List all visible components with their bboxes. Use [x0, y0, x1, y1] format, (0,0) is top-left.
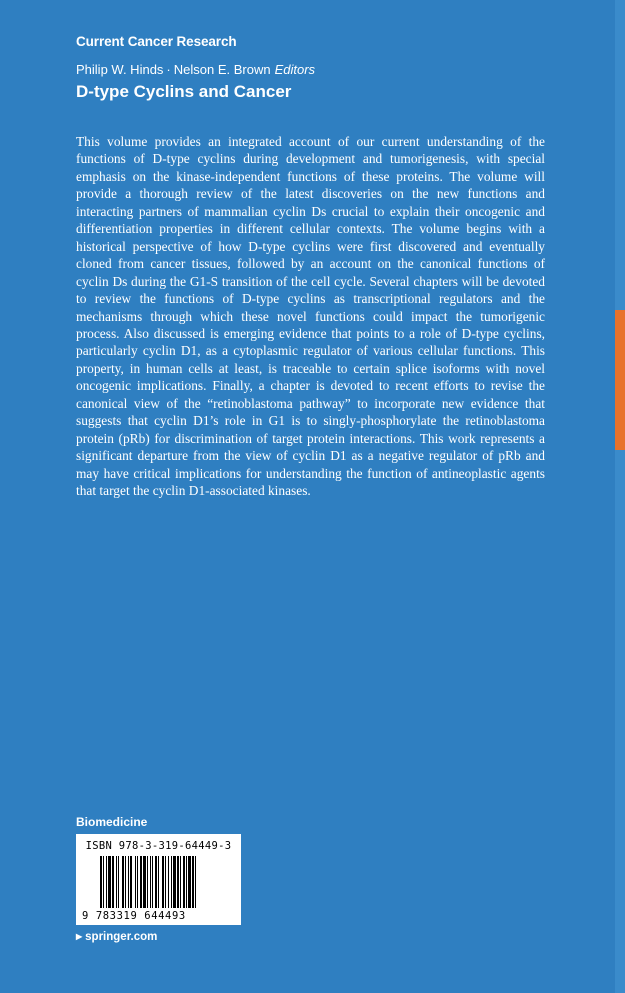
spine-strip: [615, 0, 625, 993]
editors-role: Editors: [274, 62, 316, 77]
isbn-label: ISBN 978-3-319-64449-3: [85, 840, 232, 852]
subject-category: Biomedicine: [76, 815, 148, 829]
spine-accent-bar: [615, 310, 625, 450]
description-blurb: This volume provides an integrated account of our current understanding of the functions of D-type cyclins during development and tumorigenesis, with special emphasis on the kinase-independent functions of these proteins. The volume will provide a thorough review of the latest discoveries on the new functions and interacting partners of mammalian cyclin Ds crucial to explain their oncogenic and differentiation properties in different cellular contexts. The volume begins with a historical perspective of how D-type cyclins were first discovered and eventually cloned from cancer tissues, followed by an account on the canonical functions of cyclin Ds during the G1-S transition of the cell cycle. Several chapters will be devoted to review the functions of D-type cyclins as transcriptional regulators and the mechanisms through which these novel functions could impact the tumorigenic process. Also discussed is emerging evidence that points to a role of D-type cyclins, particularly cyclin D1, as a cytoplasmic regulator of various cellular functions. This property, in human cells at least, is traceable to certain splice isoforms with novel oncogenic implications. Finally, a chapter is devoted to recent efforts to revise the canonical view of the “retinoblastoma pathway” to incorporate new evidence that suggests that cyclin D1’s role in G1 is to singly-phosphorylate the retinoblastoma protein (pRb) for discrimination of target protein interactions. This work represents a significant departure from the view of cyclin D1 as a negative regulator of pRb and may have critical implications for understanding the function of antineoplastic agents that target the cyclin D1-associated kinases.: [76, 134, 545, 499]
arrow-right-icon: ▶: [76, 932, 83, 941]
barcode-digits: 9 783319 644493: [82, 910, 186, 922]
series-title: Current Cancer Research: [76, 34, 237, 49]
website-link[interactable]: springer.com: [85, 931, 158, 943]
publisher-website[interactable]: [76, 931, 157, 943]
editor-separator: ·: [166, 62, 171, 77]
editors-line: [76, 62, 315, 77]
book-title: D-type Cyclins and Cancer: [76, 82, 292, 101]
editor-name: Philip W. Hinds: [76, 62, 164, 77]
barcode-image: [100, 856, 230, 908]
barcode-block: [76, 834, 241, 925]
editor-name: Nelson E. Brown: [173, 62, 271, 77]
